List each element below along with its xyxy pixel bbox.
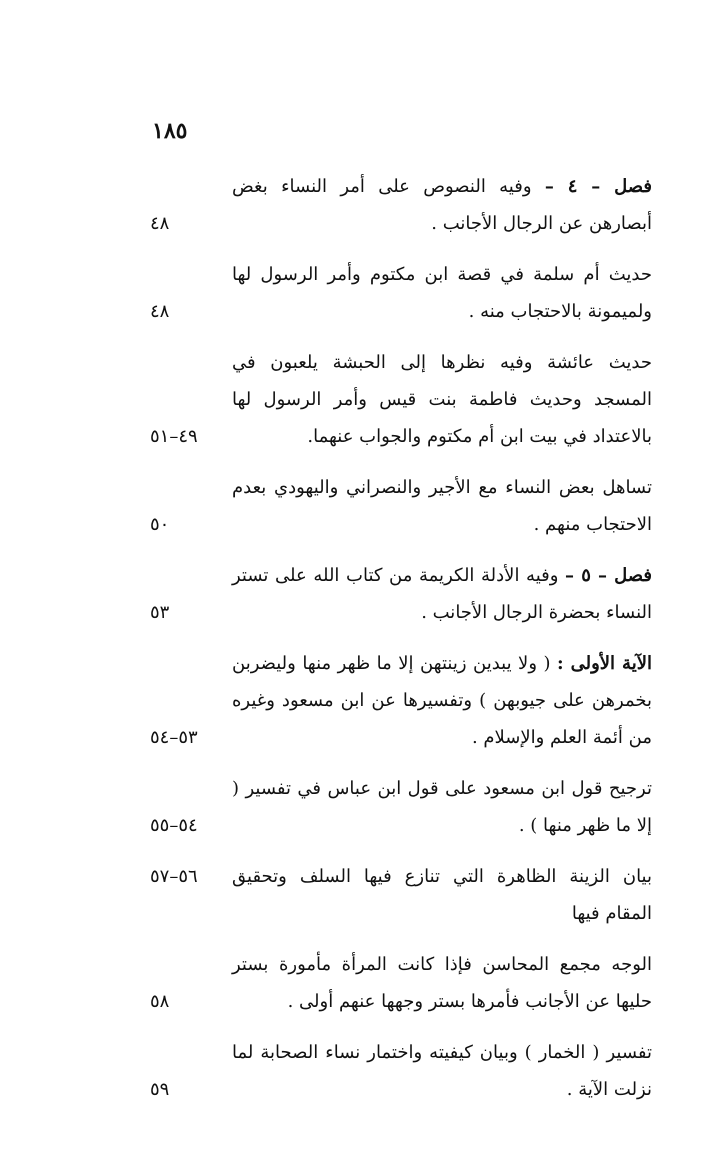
toc-entry-text: [232, 1034, 652, 1108]
toc-entry: [150, 645, 652, 756]
section-heading: فصل – ٥ –: [565, 565, 652, 586]
entry-description: وفيه النصوص على أمر النساء بغض أبصارهن عن الرجال الأجانب .: [232, 176, 652, 234]
toc-entry-text: [232, 469, 652, 543]
toc-entry-text: [232, 168, 652, 242]
toc-entry: [150, 770, 652, 844]
page-reference: ٤٩–٥١: [150, 426, 198, 447]
toc-entry-text: [232, 557, 652, 631]
toc-entry: [150, 946, 652, 1020]
page-reference: ٥٠: [150, 514, 170, 535]
entry-description: بيان الزينة الظاهرة التي تنازع فيها السلف وتحقيق المقام فيها: [232, 866, 652, 924]
page-reference: ٤٨: [150, 213, 170, 234]
entry-description: حديث عائشة وفيه نظرها إلى الحبشة يلعبون في المسجد وحديث فاطمة بنت قيس وأمر الرسول لها بالاعتداد في بيت ابن أم مكتوم والجواب عنهما.: [232, 352, 652, 447]
page-reference: ٥٣–٥٤: [150, 727, 198, 748]
page-reference: ٤٨: [150, 301, 170, 322]
toc-entry: [150, 557, 652, 631]
page-reference: ٥٤–٥٥: [150, 815, 198, 836]
page-number: ١٨٥: [152, 118, 188, 144]
page-reference: ٥٦–٥٧: [150, 866, 198, 887]
toc-entry: [150, 469, 652, 543]
entry-description: وفيه الأدلة الكريمة من كتاب الله على تستر النساء بحضرة الرجال الأجانب .: [232, 565, 652, 623]
toc-entry: [150, 168, 652, 242]
verse-heading: الآية الأولى :: [556, 653, 652, 674]
toc-entry: [150, 858, 652, 932]
toc-entry-text: [232, 946, 652, 1020]
entry-description: تفسير ( الخمار ) وبيان كيفيته واختمار نساء الصحابة لما نزلت الآية .: [232, 1042, 652, 1100]
toc-entry: [150, 256, 652, 330]
entry-description: الوجه مجمع المحاسن فإذا كانت المرأة مأمورة بستر حليها عن الأجانب فأمرها بستر وجهها عنهم أولى .: [232, 954, 652, 1012]
toc-entry: [150, 1034, 652, 1108]
entry-description: ( ولا يبدين زينتهن إلا ما ظهر منها وليضربن بخمرهن على جيوبهن ) وتفسيرها عن ابن مسعود وغيره من أئمة العلم والإسلام .: [232, 653, 652, 748]
toc-entry-text: [232, 770, 652, 844]
section-heading: فصل – ٤ –: [544, 176, 652, 197]
entry-description: ترجيح قول ابن مسعود على قول ابن عباس في تفسير ( إلا ما ظهر منها ) .: [232, 778, 652, 836]
table-of-contents: [150, 168, 652, 1122]
page-reference: ٥٩: [150, 1079, 170, 1100]
page-reference: ٥٣: [150, 602, 170, 623]
entry-description: تساهل بعض النساء مع الأجير والنصراني واليهودي بعدم الاحتجاب منهم .: [232, 477, 652, 535]
toc-entry-text: [232, 256, 652, 330]
toc-entry-text: [232, 858, 652, 932]
toc-entry-text: [232, 645, 652, 756]
toc-entry-text: [232, 344, 652, 455]
page-reference: ٥٨: [150, 991, 170, 1012]
toc-entry: [150, 344, 652, 455]
entry-description: حديث أم سلمة في قصة ابن مكتوم وأمر الرسول لها ولميمونة بالاحتجاب منه .: [232, 264, 652, 322]
